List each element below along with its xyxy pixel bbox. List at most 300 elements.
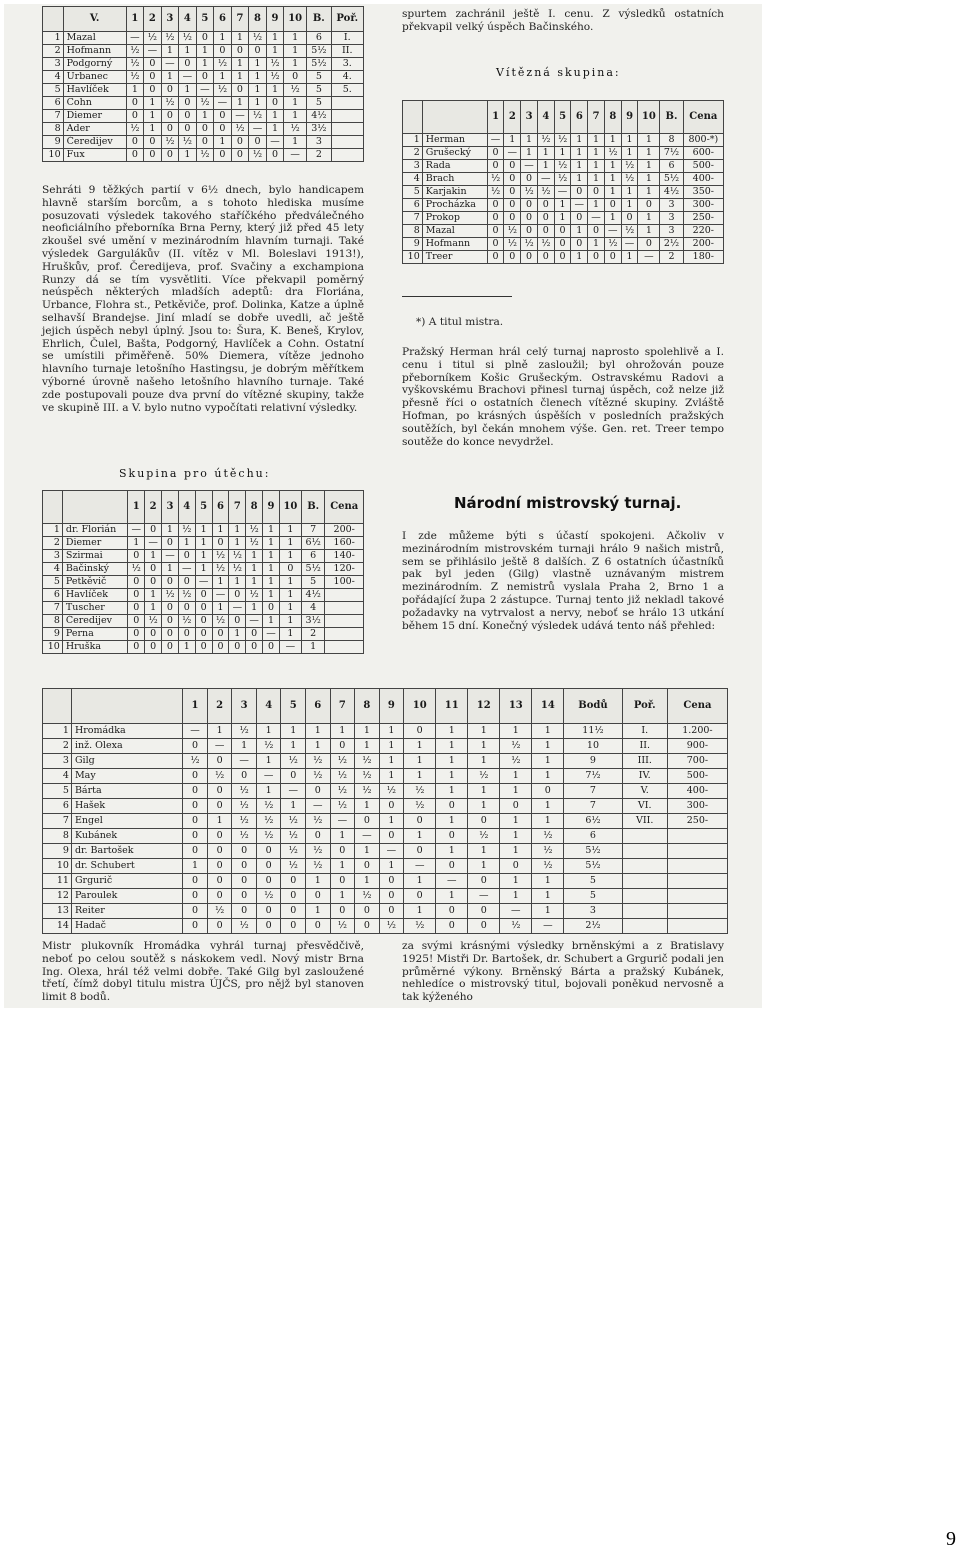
table-cell: 1 bbox=[537, 147, 554, 160]
table-cell: 0 bbox=[256, 844, 281, 859]
table-cell: 200- bbox=[325, 524, 364, 537]
table-cell: — bbox=[179, 71, 197, 84]
player-name: Cohn bbox=[63, 97, 126, 110]
table-cell: 1 bbox=[263, 576, 280, 589]
table-cell: 7 bbox=[43, 602, 63, 615]
table-cell: 1 bbox=[500, 829, 532, 844]
table-cell: 400- bbox=[667, 784, 727, 799]
table-cell: 13 bbox=[43, 904, 72, 919]
table-cell: ½ bbox=[404, 784, 436, 799]
table-cell: 1 bbox=[638, 134, 660, 147]
column-header: Bodů bbox=[564, 689, 622, 724]
table-cell: 1 bbox=[355, 874, 380, 889]
table-cell: 0 bbox=[183, 919, 208, 934]
table-cell: 0 bbox=[144, 136, 162, 149]
table-cell: — bbox=[621, 238, 638, 251]
table-cell: 10 bbox=[403, 251, 423, 264]
table-cell: I. bbox=[622, 724, 667, 739]
table-cell: ½ bbox=[232, 784, 257, 799]
table-cell: ½ bbox=[487, 186, 504, 199]
table-cell: — bbox=[263, 628, 280, 641]
table-cell: 1 bbox=[214, 32, 232, 45]
column-header: 9 bbox=[266, 7, 284, 32]
table-cell: 1 bbox=[281, 799, 306, 814]
table-cell: 0 bbox=[128, 550, 145, 563]
table-header-row bbox=[403, 101, 724, 134]
table-cell: 12 bbox=[43, 889, 72, 904]
table-cell: 1 bbox=[249, 84, 267, 97]
table-cell: — bbox=[537, 173, 554, 186]
table-cell: 1 bbox=[279, 576, 301, 589]
table-cell: 0 bbox=[306, 889, 331, 904]
table-cell: 1 bbox=[532, 874, 564, 889]
table-cell: 180- bbox=[683, 251, 723, 264]
table-cell: 1 bbox=[436, 724, 468, 739]
table-cell: 1 bbox=[571, 173, 588, 186]
table-cell: 1 bbox=[306, 739, 331, 754]
table-cell: 3 bbox=[307, 136, 331, 149]
table-cell: 0 bbox=[521, 251, 538, 264]
column-header: 9 bbox=[621, 101, 638, 134]
table-cell: 0 bbox=[436, 904, 468, 919]
table-cell bbox=[622, 919, 667, 934]
table-cell: 0 bbox=[214, 110, 232, 123]
table-cell: — bbox=[284, 149, 307, 162]
table-cell: 10 bbox=[43, 149, 64, 162]
table-cell: 6 bbox=[301, 550, 325, 563]
table-cell: 0 bbox=[178, 602, 195, 615]
table-cell: ½ bbox=[178, 524, 195, 537]
table-row bbox=[43, 615, 364, 628]
table-cell: 0 bbox=[604, 199, 621, 212]
table-row bbox=[43, 829, 728, 844]
column-header: 8 bbox=[355, 689, 380, 724]
table-cell: 1 bbox=[468, 859, 500, 874]
table-cell: 5½ bbox=[301, 563, 325, 576]
table-cell: 350- bbox=[683, 186, 723, 199]
table-cell: 0 bbox=[355, 904, 380, 919]
table-cell: 0 bbox=[196, 123, 214, 136]
table-cell: 0 bbox=[229, 615, 246, 628]
table-cell: ½ bbox=[246, 589, 263, 602]
table-cell: ½ bbox=[537, 134, 554, 147]
table-cell: 0 bbox=[256, 904, 281, 919]
table-cell: 400- bbox=[683, 173, 723, 186]
table-cell: 0 bbox=[128, 602, 145, 615]
table-cell: ½ bbox=[487, 173, 504, 186]
table-cell: 1 bbox=[207, 724, 232, 739]
table-cell: — bbox=[281, 784, 306, 799]
table-cell: ½ bbox=[161, 97, 179, 110]
table-cell: 1 bbox=[162, 524, 179, 537]
table-cell bbox=[667, 829, 727, 844]
table-cell bbox=[622, 904, 667, 919]
table-cell: 1 bbox=[403, 134, 423, 147]
table-cell: 0 bbox=[355, 919, 380, 934]
table-cell: 1 bbox=[404, 769, 436, 784]
player-name: Ader bbox=[63, 123, 126, 136]
table-cell: 0 bbox=[638, 238, 660, 251]
table-cell: 1 bbox=[178, 641, 195, 654]
table-cell: 1 bbox=[468, 724, 500, 739]
table-row bbox=[403, 186, 724, 199]
table-cell: ½ bbox=[379, 784, 404, 799]
table-cell: 0 bbox=[487, 212, 504, 225]
column-header: 5 bbox=[195, 491, 212, 524]
table-cell: 8 bbox=[660, 134, 683, 147]
table-row bbox=[43, 628, 364, 641]
table-cell: — bbox=[404, 859, 436, 874]
column-header: 3 bbox=[521, 101, 538, 134]
player-name: Kubánek bbox=[71, 829, 182, 844]
table-cell: 10 bbox=[564, 739, 622, 754]
table-cell: ½ bbox=[126, 58, 144, 71]
table-row bbox=[43, 919, 728, 934]
table-cell: 1 bbox=[212, 576, 229, 589]
table-cell: 0 bbox=[232, 904, 257, 919]
player-name: Havlíček bbox=[62, 589, 127, 602]
player-name: Hruška bbox=[62, 641, 127, 654]
table-cell: 0 bbox=[128, 576, 145, 589]
table-cell: 3½ bbox=[301, 615, 325, 628]
column-header: 6 bbox=[212, 491, 229, 524]
table-cell: 0 bbox=[183, 844, 208, 859]
column-header: 8 bbox=[604, 101, 621, 134]
table-cell: 1 bbox=[571, 160, 588, 173]
table-cell bbox=[667, 874, 727, 889]
table-cell: 0 bbox=[604, 251, 621, 264]
table-cell: ½ bbox=[128, 563, 145, 576]
column-header: 5 bbox=[196, 7, 214, 32]
table-cell: 0 bbox=[468, 874, 500, 889]
table-cell: — bbox=[246, 615, 263, 628]
table-cell bbox=[331, 110, 363, 123]
table-cell: 0 bbox=[588, 225, 605, 238]
table-cell: 1 bbox=[306, 904, 331, 919]
table-cell: ½ bbox=[126, 123, 144, 136]
table-cell: — bbox=[195, 576, 212, 589]
column-header: 6 bbox=[571, 101, 588, 134]
table-cell: 1 bbox=[436, 814, 468, 829]
table-cell: 5 bbox=[307, 71, 331, 84]
player-name: dr. Florián bbox=[62, 524, 127, 537]
table-cell: ½ bbox=[256, 829, 281, 844]
column-header: 7 bbox=[229, 491, 246, 524]
column-header: 8 bbox=[246, 491, 263, 524]
column-header: 3 bbox=[232, 689, 257, 724]
table-cell: ½ bbox=[604, 147, 621, 160]
table-cell: 160- bbox=[325, 537, 364, 550]
table-cell: 1 bbox=[500, 769, 532, 784]
player-name: Paroulek bbox=[71, 889, 182, 904]
table-cell: 6 bbox=[43, 97, 64, 110]
table-cell: — bbox=[588, 212, 605, 225]
table-cell: 0 bbox=[161, 84, 179, 97]
table-cell: — bbox=[162, 550, 179, 563]
table-cell: 0 bbox=[145, 524, 162, 537]
table-cell: 1 bbox=[500, 724, 532, 739]
table-cell: 0 bbox=[537, 199, 554, 212]
table-cell: VI. bbox=[622, 799, 667, 814]
table-cell: 6 bbox=[307, 32, 331, 45]
table-cell bbox=[331, 123, 363, 136]
table-cell: 0 bbox=[504, 160, 521, 173]
table-row bbox=[43, 589, 364, 602]
column-header: 4 bbox=[537, 101, 554, 134]
table-cell: 1 bbox=[554, 212, 571, 225]
table-cell: 0 bbox=[232, 769, 257, 784]
table-cell: 0 bbox=[128, 628, 145, 641]
table-cell: 1 bbox=[284, 58, 307, 71]
table-cell: ½ bbox=[621, 160, 638, 173]
column-header: Cena bbox=[667, 689, 727, 724]
table-cell: 0 bbox=[468, 904, 500, 919]
player-name: Prokop bbox=[422, 212, 487, 225]
table-cell: ½ bbox=[468, 769, 500, 784]
table-cell: — bbox=[306, 799, 331, 814]
table-cell: ½ bbox=[161, 32, 179, 45]
table-cell: — bbox=[468, 889, 500, 904]
table-cell: 500- bbox=[667, 769, 727, 784]
table-cell: 1 bbox=[554, 199, 571, 212]
table-cell: 0 bbox=[144, 71, 162, 84]
table-cell: 5 bbox=[403, 186, 423, 199]
table-cell: 0 bbox=[178, 550, 195, 563]
table-cell: 0 bbox=[214, 45, 232, 58]
table-cell: 1 bbox=[468, 739, 500, 754]
table-cell: 1 bbox=[196, 45, 214, 58]
table-cell: ½ bbox=[212, 550, 229, 563]
table-cell: 0 bbox=[183, 784, 208, 799]
table-cell: — bbox=[145, 537, 162, 550]
table-cell: 0 bbox=[229, 641, 246, 654]
table-cell: — bbox=[207, 739, 232, 754]
table-cell: 0 bbox=[231, 149, 249, 162]
table-cell: 1 bbox=[532, 799, 564, 814]
table-cell: — bbox=[279, 641, 301, 654]
table-cell: 0 bbox=[195, 602, 212, 615]
table-cell: 0 bbox=[229, 589, 246, 602]
table-cell: V. bbox=[622, 784, 667, 799]
table-cell: 0 bbox=[214, 149, 232, 162]
table-cell: 1 bbox=[229, 524, 246, 537]
table-cell: 250- bbox=[683, 212, 723, 225]
table-cell: 0 bbox=[207, 859, 232, 874]
table-cell: 1 bbox=[355, 844, 380, 859]
table-cell: 0 bbox=[281, 874, 306, 889]
table-cell: ½ bbox=[281, 844, 306, 859]
table-cell: 1 bbox=[604, 186, 621, 199]
table-row bbox=[43, 576, 364, 589]
table-cell: 1 bbox=[604, 173, 621, 186]
table-row bbox=[403, 199, 724, 212]
column-header bbox=[62, 491, 127, 524]
table-cell: — bbox=[183, 724, 208, 739]
table-cell: 1 bbox=[532, 889, 564, 904]
column-header: 10 bbox=[404, 689, 436, 724]
table-cell: 5 bbox=[307, 97, 331, 110]
table-cell: 0 bbox=[521, 212, 538, 225]
table-cell: 1 bbox=[330, 889, 355, 904]
table-cell: ½ bbox=[207, 904, 232, 919]
table-cell: 0 bbox=[379, 799, 404, 814]
table-row bbox=[403, 173, 724, 186]
column-header: 9 bbox=[379, 689, 404, 724]
table-cell: ½ bbox=[196, 97, 214, 110]
table-cell: 0 bbox=[179, 97, 197, 110]
player-name: Grušecký bbox=[422, 147, 487, 160]
player-name: Fux bbox=[63, 149, 126, 162]
table-cell: 0 bbox=[284, 71, 307, 84]
table-cell: 1 bbox=[330, 859, 355, 874]
table-cell: ½ bbox=[256, 814, 281, 829]
table-cell: 11½ bbox=[564, 724, 622, 739]
table-cell: 1 bbox=[436, 739, 468, 754]
table-cell: ½ bbox=[404, 919, 436, 934]
table-cell: 0 bbox=[537, 251, 554, 264]
table-cell bbox=[331, 97, 363, 110]
table-cell: 3 bbox=[564, 904, 622, 919]
table-row bbox=[43, 84, 364, 97]
table-cell: 1 bbox=[195, 524, 212, 537]
table-cell: 1 bbox=[279, 628, 301, 641]
national-tournament-table bbox=[42, 688, 728, 934]
table-cell: 0 bbox=[128, 615, 145, 628]
table-cell: 7 bbox=[43, 110, 64, 123]
table-cell: 1 bbox=[306, 724, 331, 739]
column-header: 1 bbox=[126, 7, 144, 32]
column-header: 5 bbox=[554, 101, 571, 134]
table-cell: ½ bbox=[231, 123, 249, 136]
table-cell: ½ bbox=[229, 563, 246, 576]
table-cell: 0 bbox=[162, 615, 179, 628]
table-cell: ½ bbox=[521, 238, 538, 251]
player-name: Hofmann bbox=[422, 238, 487, 251]
table-cell: 0 bbox=[231, 136, 249, 149]
table-cell: 1 bbox=[229, 628, 246, 641]
table-cell: ½ bbox=[306, 814, 331, 829]
table-cell: ½ bbox=[232, 829, 257, 844]
table-cell: ½ bbox=[126, 45, 144, 58]
table-cell: 0 bbox=[379, 874, 404, 889]
table-cell: ½ bbox=[145, 615, 162, 628]
column-header: 1 bbox=[183, 689, 208, 724]
table-cell: 0 bbox=[487, 251, 504, 264]
table-cell: ½ bbox=[161, 136, 179, 149]
national-intro-paragraph: I zde můžeme býti s účastí spokojeni. Ačkoliv v mezinárodním mistrovském turnaji hrálo 9 našich mistrů, sem se přihlásilo ještě 8 dalších. Z 6 ostatních účastníků pak byl jeden (Gilg) vlastně uznávaným mistrem mezinárodním. Z nemistrů vyslala Praha 2, Brno 1 a pořádající župa 2 zástupce. Turnaj tento již nekladl takové požadavky na vytrvalost a nervy, neboť se hrálo 13 utkání během 15 dní. Konečný výsledek udává tento náš přehled: bbox=[402, 530, 724, 632]
player-name: Hadač bbox=[71, 919, 182, 934]
table-cell: ½ bbox=[532, 859, 564, 874]
column-header: Cena bbox=[325, 491, 364, 524]
table-cell: 1 bbox=[379, 724, 404, 739]
page-number: 9 bbox=[946, 1528, 956, 1550]
player-name: Reiter bbox=[71, 904, 182, 919]
table-cell: 0 bbox=[404, 844, 436, 859]
table-cell: 1 bbox=[249, 97, 267, 110]
table-cell: 0 bbox=[207, 829, 232, 844]
table-cell: 1 bbox=[532, 724, 564, 739]
table-cell: 0 bbox=[404, 889, 436, 904]
table-cell: 0 bbox=[266, 149, 284, 162]
table-cell: 1 bbox=[571, 251, 588, 264]
table-cell: 1.200- bbox=[667, 724, 727, 739]
table-cell: 0 bbox=[231, 84, 249, 97]
player-name: Perna bbox=[62, 628, 127, 641]
table-cell: 1 bbox=[266, 84, 284, 97]
table-cell: 4 bbox=[43, 71, 64, 84]
table-cell: 0 bbox=[207, 889, 232, 904]
player-name: inž. Olexa bbox=[71, 739, 182, 754]
table-cell: 220- bbox=[683, 225, 723, 238]
table-cell: 4. bbox=[331, 71, 363, 84]
table-cell: 7 bbox=[301, 524, 325, 537]
table-cell: 1 bbox=[144, 123, 162, 136]
player-name: Havlíček bbox=[63, 84, 126, 97]
table-cell: ½ bbox=[207, 769, 232, 784]
table-cell bbox=[667, 844, 727, 859]
table-cell: — bbox=[161, 58, 179, 71]
table-cell: 300- bbox=[667, 799, 727, 814]
table-cell: ½ bbox=[232, 799, 257, 814]
column-header: 11 bbox=[436, 689, 468, 724]
table-cell: II. bbox=[331, 45, 363, 58]
table-cell: 0 bbox=[195, 628, 212, 641]
table-row bbox=[43, 641, 364, 654]
table-cell: 1 bbox=[532, 769, 564, 784]
table-cell: 3 bbox=[43, 754, 72, 769]
table-cell: 1 bbox=[43, 524, 63, 537]
player-name: Čeredijev bbox=[62, 615, 127, 628]
table-cell: 1 bbox=[638, 173, 660, 186]
table-cell: 1 bbox=[229, 537, 246, 550]
table-cell: 5½ bbox=[564, 859, 622, 874]
column-header: 2 bbox=[145, 491, 162, 524]
table-cell: 1 bbox=[571, 134, 588, 147]
table-cell: 1 bbox=[588, 173, 605, 186]
table-row bbox=[43, 136, 364, 149]
table-cell: 1 bbox=[436, 769, 468, 784]
table-cell: ½ bbox=[229, 550, 246, 563]
table-cell: 1 bbox=[183, 859, 208, 874]
table-cell: 1 bbox=[638, 212, 660, 225]
table-cell: 0 bbox=[196, 136, 214, 149]
column-header bbox=[43, 689, 72, 724]
table-cell: IV. bbox=[622, 769, 667, 784]
table-cell: 0 bbox=[246, 628, 263, 641]
table-cell: 6 bbox=[564, 829, 622, 844]
table-cell: I. bbox=[331, 32, 363, 45]
table-cell: 1 bbox=[571, 225, 588, 238]
table-cell: 1 bbox=[249, 58, 267, 71]
table-cell: 1 bbox=[214, 71, 232, 84]
table-cell: 3 bbox=[660, 225, 683, 238]
table-cell: 3 bbox=[43, 58, 64, 71]
table-cell: 1 bbox=[404, 829, 436, 844]
table-cell: 0 bbox=[162, 602, 179, 615]
table-cell: 0 bbox=[487, 147, 504, 160]
table-row bbox=[403, 238, 724, 251]
table-cell: 0 bbox=[504, 173, 521, 186]
table-cell: 0 bbox=[207, 754, 232, 769]
table-cell: 1 bbox=[638, 225, 660, 238]
table-cell: 3 bbox=[660, 212, 683, 225]
national-tournament-title: Národní mistrovský turnaj. bbox=[454, 494, 682, 512]
table-cell: ½ bbox=[521, 186, 538, 199]
table-cell: ½ bbox=[256, 799, 281, 814]
table-cell: 0 bbox=[379, 829, 404, 844]
table-cell: 0 bbox=[128, 641, 145, 654]
table-cell: ½ bbox=[281, 814, 306, 829]
